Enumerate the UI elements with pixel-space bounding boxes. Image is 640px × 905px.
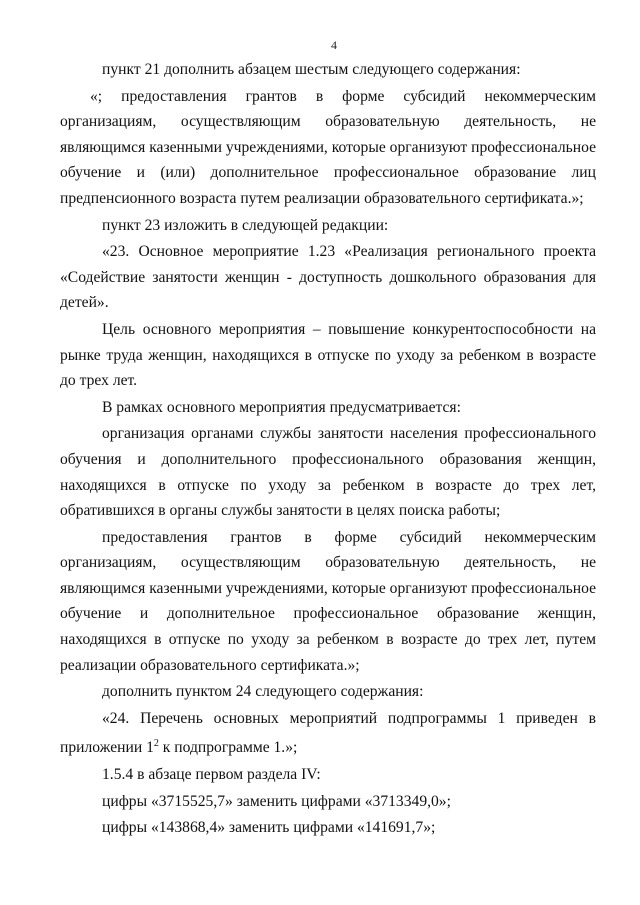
paragraph: организация органами службы занятости населения профессионального обучения и дополнительного профессионального образования женщин, находящихся в отпуске по уходу за ребенком в возрасте до трех лет, обратившихся в органы службы занятости в целях поиска работы;: [60, 425, 596, 520]
paragraph: предоставления грантов в форме субсидий некоммерческим организациям, осуществляющим образовательную деятельность, не являющимся казенными учреждениями, которые организуют профессиональное обучение и дополнительное профессиональное образование женщин, находящихся в отпуске по уходу за ребенком в возрасте до трех лет, путем реализации образовательного сертификата.»;: [60, 528, 596, 674]
paragraph: В рамках основного мероприятия предусматривается:: [102, 398, 461, 416]
paragraph-appendix-reference: [60, 706, 596, 761]
page-number: 4: [331, 38, 337, 52]
paragraph: пункт 21 дополнить абзацем шестым следующего содержания:: [102, 61, 521, 78]
paragraph: «23. Основное мероприятие 1.23 «Реализация регионального проекта «Содействие занятости женщин - доступность дошкольного образования для детей».: [60, 243, 596, 312]
paragraph: «; предоставления грантов в форме субсидий некоммерческим организациям, осуществляющим образовательную деятельность, не являющимся казенными учреждениями, которые организуют профессиональное обучение и (или) дополнительное профессиональное образование лиц предпенсионного возраста путем реализации образовательного сертификата.»;: [60, 87, 596, 207]
paragraph: пункт 23 изложить в следующей редакции:: [102, 216, 389, 234]
paragraph: Цель основного мероприятия – повышение конкурентоспособности на рынке труда женщин, находящихся в отпуске по уходу за ребенком в возрасте до трех лет.: [60, 320, 596, 390]
document-body: [60, 57, 596, 842]
paragraph: цифры «143868,4» заменить цифрами «141691,7»;: [102, 819, 436, 837]
paragraph-text: к подпрограмме 1.»;: [158, 739, 298, 757]
paragraph: дополнить пунктом 24 следующего содержания:: [102, 683, 424, 701]
superscript: 2: [153, 738, 159, 750]
paragraph-text: «24. Перечень основных мероприятий подпрограммы 1 приведен в приложении 1: [60, 709, 596, 757]
paragraph: 1.5.4 в абзаце первом раздела IV:: [102, 766, 321, 784]
paragraph: цифры «3715525,7» заменить цифрами «3713349,0»;: [102, 792, 451, 810]
